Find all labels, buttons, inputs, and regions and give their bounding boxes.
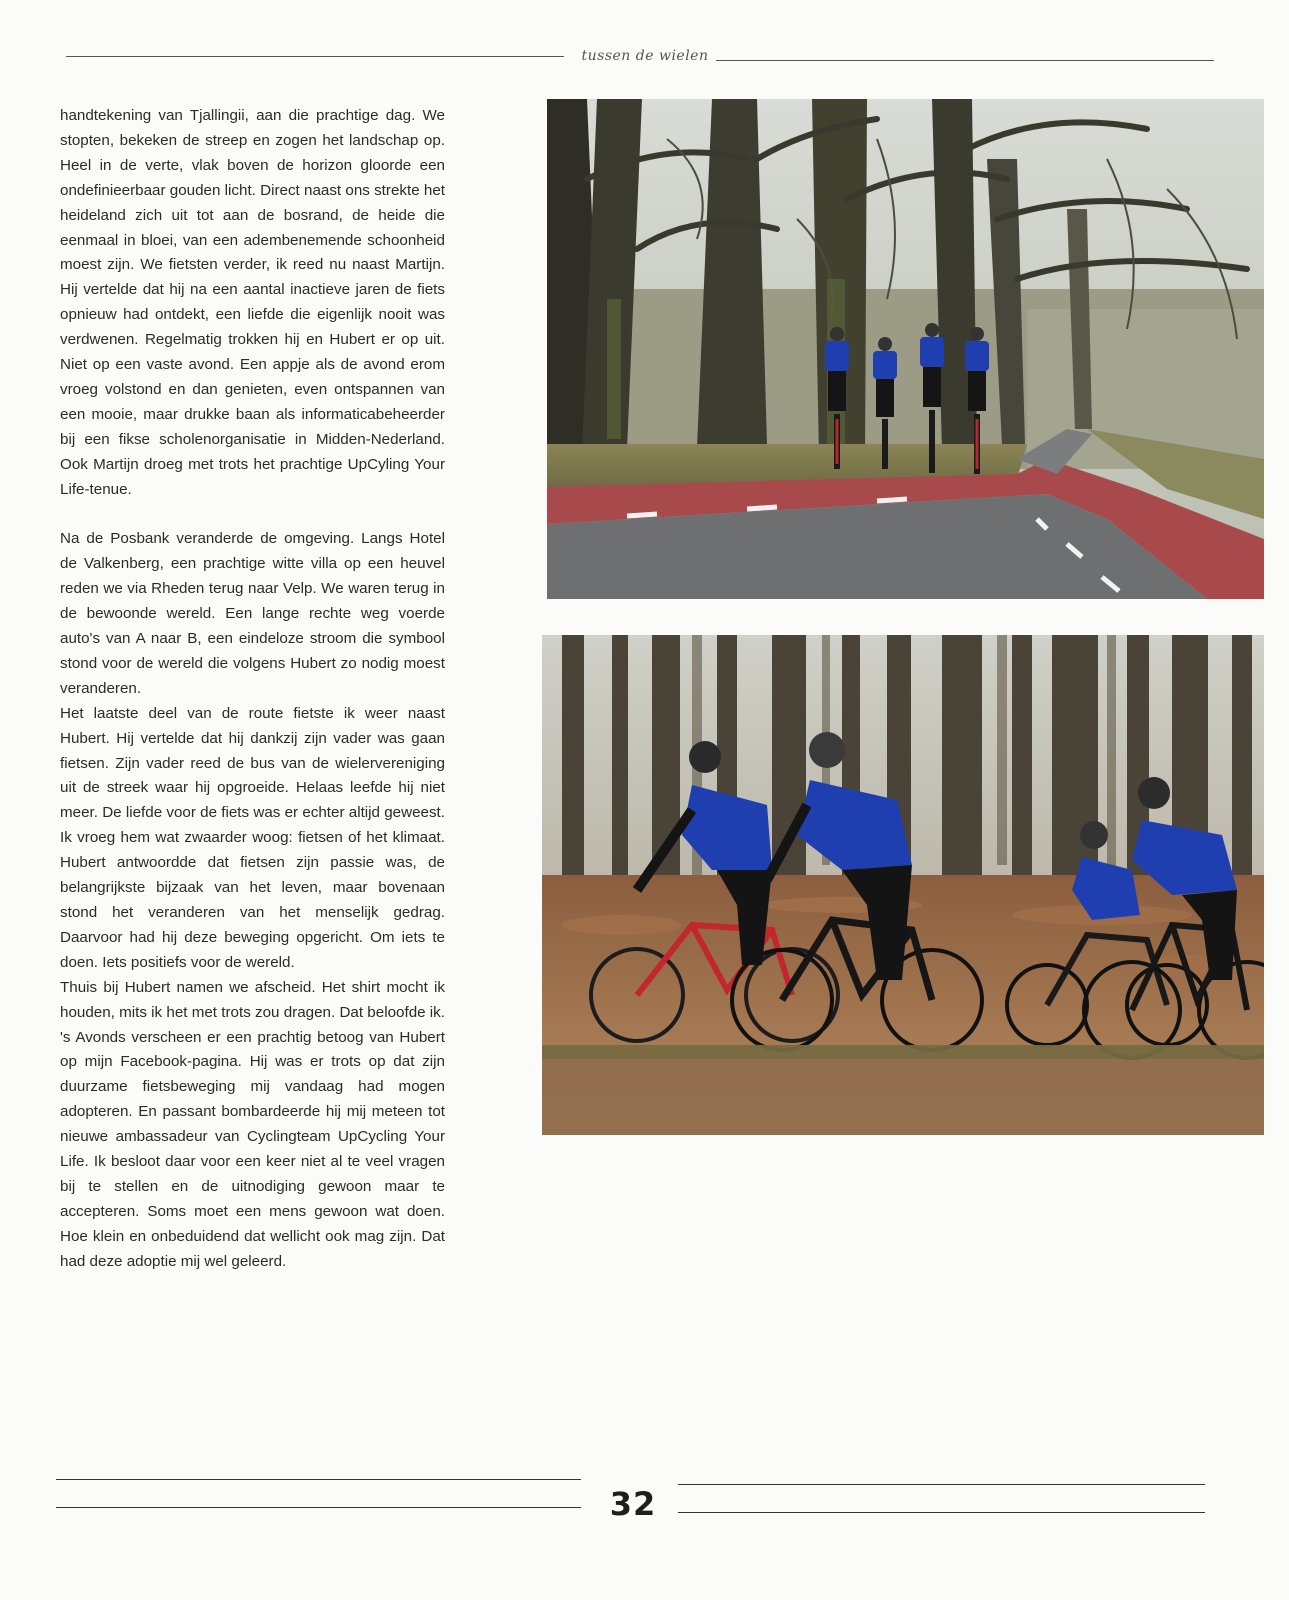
article-body [60,104,445,1275]
paragraph-3: Het laatste deel van de route fietste ik weer naast Hubert. Hij vertelde dat hij dankzij zijn vader was gaan fietsen. Zijn vader reed de bus van de wielervereniging uit de streek waar hij opgroeide. Helaas leefde hij niet meer. De liefde voor de fiets was er echter altijd geweest. Ik vroeg hem wat zwaarder woog: fietsen of het klimaat. Hubert antwoordde dat fietsen zijn passie was, de belangrijkste bijzaak van het leven, maar bovenaan stond het veranderen van het menselijk gedrag. Daarvoor had hij deze beweging opgericht. Om iets te doen. Iets positiefs voor de wereld. [60,704,445,971]
footer-rule-left-bottom [56,1507,581,1508]
photo-road-cyclists [547,99,1264,599]
footer-rule-right-top [678,1484,1205,1485]
paragraph-4: Thuis bij Hubert namen we afscheid. Het shirt mocht ik houden, mits ik het met trots zou dragen. Dat beloofde ik. 's Avonds verscheen er een prachtig betoog van Hubert op mijn Facebook-pagina. Hij was er trots op dat zijn duurzame fietsbeweging mij vandaag had mogen adopteren. En passant bombardeerde hij mij meteen tot nieuwe ambassadeur van Cyclingteam UpCycling Your Life. Ik besloot daar voor een keer niet al te veel vragen bij te stellen en de uitnodiging gewoon maar te accepteren. Soms moet een mens gewoon wat doen. Hoe klein en onbeduidend dat wellicht ook mag zijn. Dat had deze adoptie mij wel geleerd. [60,978,445,1270]
paragraph-2: Na de Posbank veranderde de omgeving. Langs Hotel de Valkenberg, een prachtige witte villa op een heuvel reden we via Rheden terug naar Velp. We waren terug in de bewoonde wereld. Een lange rechte weg voerde auto's van A naar B, een eindeloze stroom die symbool stond voor de wereld die volgens Hubert zo nodig moest veranderen. [60,530,445,697]
paragraph-1: handtekening van Tjallingii, aan die prachtige dag. We stopten, bekeken de streep en zogen het landschap op. Heel in de verte, vlak boven de horizon gloorde een ondefinieerbaar gouden licht. Direct naast ons strekte het heideland zich uit tot aan de bosrand, de heide die eenmaal in bloei, van een adembenemende schoonheid moest zijn. We fietsten verder, ik reed nu naast Martijn. Hij vertelde dat hij na een aantal inactieve jaren de fiets opnieuw had ontdekt, een liefde die eigenlijk nooit was verdwenen. Regelmatig trokken hij en Hubert er op uit. Niet op een vaste avond. Een appje als de avond erom vroeg volstond en dan genieten, even ontspannen van een mooie, maar drukke baan als informaticabeheerder bij een fikse scholenorganisatie in Midden-Nederland. Ook Martijn droeg met trots het prachtige UpCyling Your Life-tenue. [60,107,445,498]
footer-rule-right-bottom [678,1512,1205,1513]
header-rule-right [716,60,1214,61]
footer-rule-left-top [56,1479,581,1480]
running-head: tussen de wielen [581,48,709,64]
header-rule-left [66,56,564,57]
photo-forest-cyclists [542,635,1264,1135]
page-number: 32 [609,1485,657,1523]
